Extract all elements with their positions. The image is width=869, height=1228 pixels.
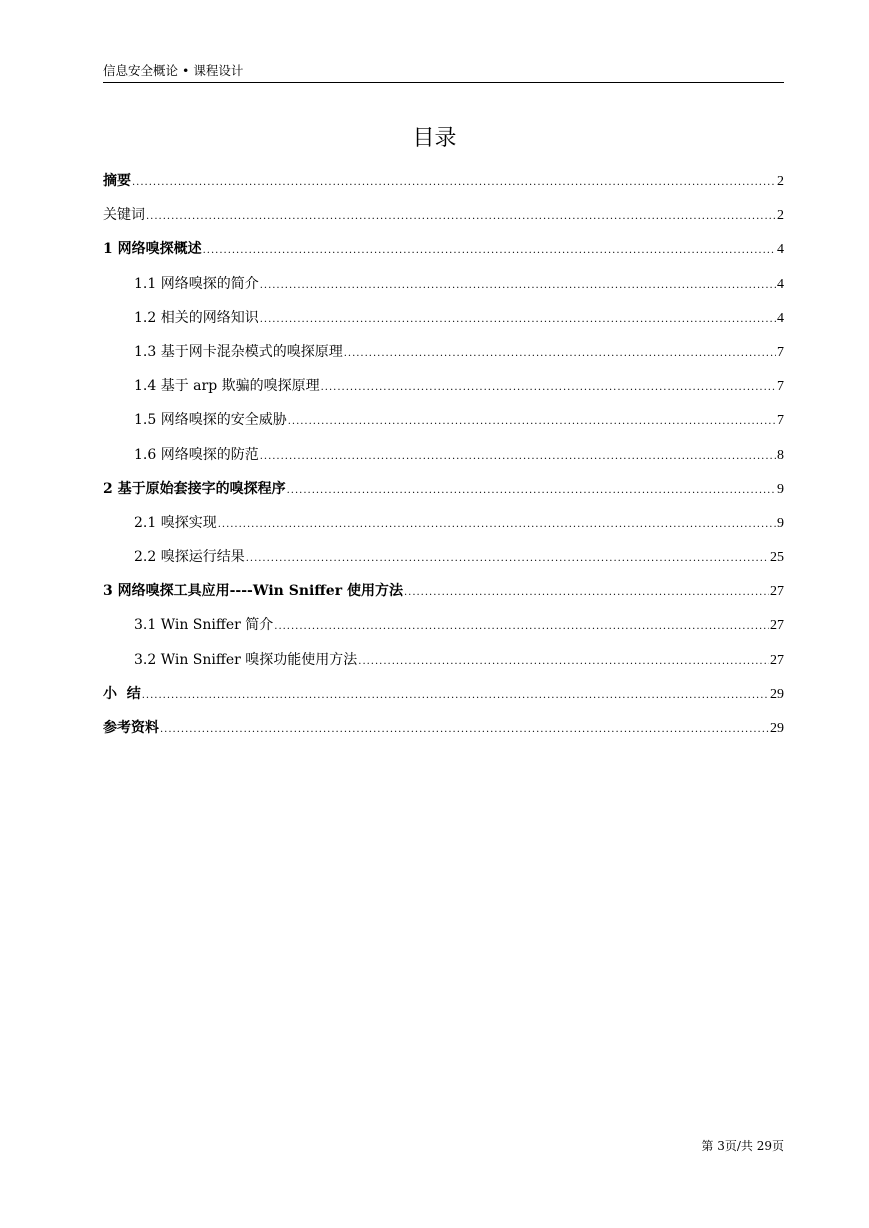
toc-entry-label: 1.2 相关的网络知识 — [134, 309, 259, 326]
dot-leader — [218, 508, 776, 542]
toc-page-number: 9 — [777, 515, 784, 531]
toc-page-number: 8 — [777, 447, 784, 463]
toc-page-number: 29 — [770, 686, 784, 702]
toc-page-number: 7 — [777, 344, 784, 360]
toc-entry-label: 1.6 网络嗅探的防范 — [134, 446, 259, 463]
page-indicator: 第 3页/共 29页 — [701, 1139, 784, 1153]
toc-entry-section-1-1[interactable] — [103, 267, 784, 301]
toc-entry-label: 2.1 嗅探实现 — [134, 514, 217, 531]
dot-leader — [260, 269, 776, 303]
toc-entry-label: 参考资料 — [103, 720, 159, 736]
toc-entry-section-3-1[interactable] — [103, 608, 784, 642]
toc-page-number: 7 — [777, 379, 784, 395]
toc-entry-section-2-2[interactable] — [103, 540, 784, 574]
toc-entry-section-1-4[interactable] — [103, 369, 784, 403]
toc-page-number: 4 — [777, 310, 784, 326]
toc-page-number: 7 — [777, 413, 784, 429]
toc-entry-section-1-5[interactable] — [103, 403, 784, 437]
dot-leader — [260, 303, 776, 337]
dot-leader — [146, 200, 776, 234]
toc-entry-label: 3 网络嗅探工具应用----Win Sniffer 使用方法 — [103, 583, 403, 600]
toc-entry-abstract[interactable] — [103, 164, 784, 198]
toc-entry-label: 3.1 Win Sniffer 简介 — [134, 617, 274, 634]
toc-entry-label: 小 结 — [103, 685, 141, 702]
toc-entry-chapter-1[interactable] — [103, 232, 784, 266]
dot-leader — [274, 610, 769, 644]
dot-leader — [404, 576, 769, 610]
toc-entry-section-2-1[interactable] — [103, 506, 784, 540]
toc-entry-chapter-2[interactable] — [103, 472, 784, 506]
toc-page-number: 29 — [770, 721, 784, 736]
toc-page-number: 9 — [777, 481, 784, 497]
dot-leader — [321, 371, 776, 405]
toc-page-number: 27 — [770, 584, 784, 600]
toc-entry-keywords[interactable] — [103, 198, 784, 232]
toc-page-number: 2 — [777, 208, 784, 224]
toc-page-number: 25 — [770, 550, 784, 566]
dot-leader — [344, 337, 776, 371]
dot-leader — [288, 405, 776, 439]
toc-entry-label: 2.2 嗅探运行结果 — [134, 549, 245, 566]
toc-page-number: 27 — [770, 652, 784, 668]
toc-entry-label: 关键词 — [103, 207, 145, 224]
toc-page-number: 27 — [770, 618, 784, 634]
toc-entry-label: 摘要 — [103, 173, 131, 189]
toc-page-number: 2 — [777, 174, 784, 189]
dot-leader — [246, 542, 769, 576]
toc-entry-references[interactable] — [103, 711, 784, 745]
toc-entry-chapter-3[interactable] — [103, 574, 784, 608]
toc-page-number: 4 — [777, 276, 784, 292]
dot-leader — [260, 440, 776, 474]
toc-entry-label: 1 网络嗅探概述 — [103, 241, 202, 258]
toc-entry-label: 2 基于原始套接字的嗅探程序 — [103, 480, 286, 497]
header-title: 信息安全概论 • 课程设计 — [103, 63, 244, 78]
dot-leader — [203, 234, 776, 268]
toc-entry-section-1-6[interactable] — [103, 438, 784, 472]
table-of-contents — [103, 164, 784, 745]
toc-entry-label: 1.1 网络嗅探的简介 — [134, 275, 259, 292]
toc-entry-label: 1.4 基于 arp 欺骗的嗅探原理 — [134, 378, 320, 395]
toc-entry-label: 1.5 网络嗅探的安全威胁 — [134, 412, 287, 429]
toc-title: 目录 — [412, 126, 457, 151]
toc-entry-section-1-3[interactable] — [103, 335, 784, 369]
dot-leader — [132, 166, 776, 200]
dot-leader — [142, 679, 769, 713]
dot-leader — [287, 474, 776, 508]
toc-entry-label: 3.2 Win Sniffer 嗅探功能使用方法 — [134, 651, 358, 668]
toc-entry-section-3-2[interactable] — [103, 643, 784, 677]
toc-entry-label: 1.3 基于网卡混杂模式的嗅探原理 — [134, 343, 343, 360]
toc-entry-summary[interactable] — [103, 677, 784, 711]
page-footer — [701, 1138, 784, 1154]
dot-leader — [160, 713, 769, 747]
toc-page-number: 4 — [777, 242, 784, 258]
toc-entry-section-1-2[interactable] — [103, 301, 784, 335]
dot-leader — [358, 645, 769, 679]
page-header — [103, 62, 784, 83]
